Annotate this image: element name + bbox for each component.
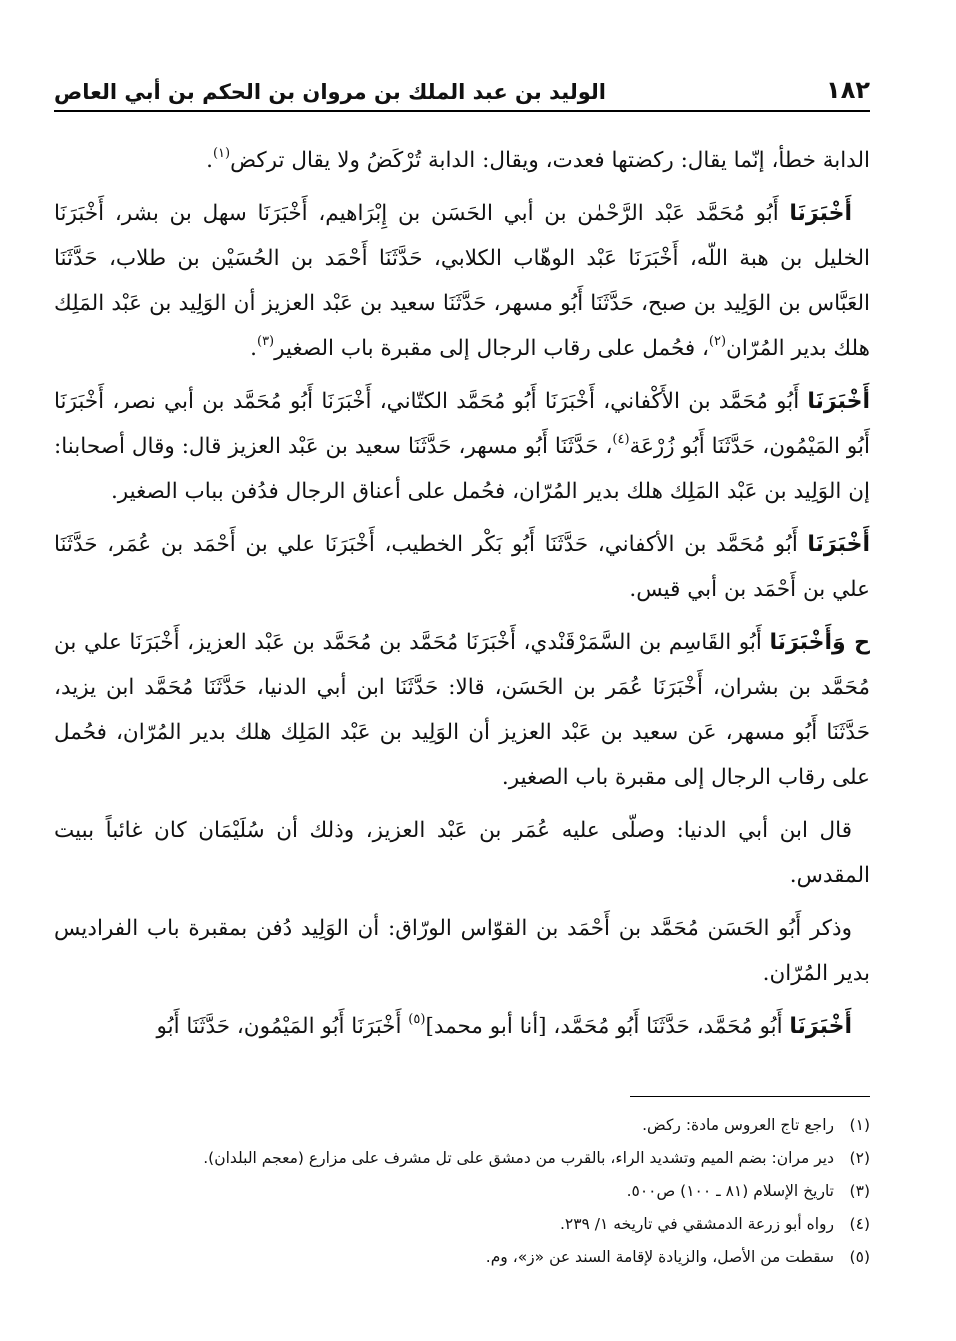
paragraph-3: أَخْبَرَنَا أَبُو مُحَمَّد بن الأَكْفاني، أَخْبَرَنَا أَبُو مُحَمَّد الكتّاني، أَخْبَرَنَا أَبُو مُحَمَّد بن أبي نصر، أَخْبَرَنَا أَبُو المَيْمُون، حَدَّثَنَا أَبُو زُرْعَة$^{(٤)}$، حَدَّثَنَا أَبُو مسهر، حَدَّثَنَا سعيد بن عَبْد العزيز قال: وقال أصحابنا: إن الوَلِيد بن عَبْد المَلِك هلك بدير المُرّان، فحُمل على أعناق الرجال فدُفن بباب الصغير. xyxy=(54,389,870,504)
book-page xyxy=(54,66,870,1296)
footnote-5: (٥) سقطت من الأصل، والزيادة لإقامة السند عن «ز»، وم. xyxy=(485,1248,870,1266)
footnotes xyxy=(54,1096,870,1274)
running-title: الوليد بن عبد الملك بن مروان بن الحكم بن أبي العاص xyxy=(54,80,606,104)
page-header xyxy=(54,66,870,112)
isnad-lead: أَخْبَرَنَا xyxy=(789,1014,852,1039)
footnote-ref: (٥) xyxy=(408,1012,426,1027)
footnote-ref: (٣) xyxy=(256,334,275,349)
paragraph-5: ح وَأَخْبَرَنَا أَبُو القَاسِم بن السَّمَرْقَنْدي، أَخْبَرَنَا مُحَمَّد بن مُحَمَّد بن عَبْد العزيز، أَخْبَرَنَا علي بن مُحَمَّد بن بشران، أَخْبَرَنَا عُمَر بن الحَسَن، قالا: حَدَّثَنَا ابن أبي الدنيا، حَدَّثَنَا مُحَمَّد ابن يزيد، حَدَّثَنَا أَبُو مسهر، عَن سعيد بن عَبْد العزيز أن الوَلِيد بن عَبْد المَلِك هلك بدير المُرّان، فحُمل على رقاب الرجال إلى مقبرة باب الصغير. xyxy=(54,630,871,790)
isnad-lead: ح وَأَخْبَرَنَا xyxy=(769,630,871,655)
isnad-lead: أَخْبَرَنَا xyxy=(807,532,870,557)
paragraph-6: قال ابن أبي الدنيا: وصلّى عليه عُمَر بن عَبْد العزيز، وذلك أن سُلَيْمَان كان غائباً ببيت المقدس. xyxy=(54,818,870,888)
page-number: ١٨٢ xyxy=(826,76,870,104)
paragraph-1: الدابة خطأ، إنّما يقال: ركضتها فعدت، ويقال: الدابة تُرْكَضُ ولا يقال تركض$^{(١)}$. xyxy=(206,146,870,173)
footnote-4: (٤) رواه أبو زرعة الدمشقي في تاريخه ١/ ٢٣٩. xyxy=(559,1215,870,1233)
footnote-ref: (٤) xyxy=(612,432,630,447)
footnote-ref: (١) xyxy=(212,146,231,161)
paragraph-4: أَخْبَرَنَا أَبُو مُحَمَّد بن الأكفاني، حَدَّثَنَا أَبُو بَكْر الخطيب، أَخْبَرَنَا علي بن أَحْمَد بن عُمَر، حَدَّثَنَا علي بن أَحْمَد بن أبي قيس. xyxy=(54,532,870,602)
isnad-lead: أَخْبَرَنَا xyxy=(789,201,852,226)
footnote-1: (١) راجع تاج العروس مادة: ركض. xyxy=(642,1116,870,1134)
paragraph-8: أَخْبَرَنَا أَبُو مُحَمَّد، حَدَّثَنَا أَبُو مُحَمَّد، [أنا أبو محمد]$^{(٥)}$ أَخْبَرَنَا أَبُو المَيْمُون، حَدَّثَنَا أَبُو xyxy=(156,1012,852,1039)
footnote-ref: (٢) xyxy=(708,334,727,349)
footnote-3: (٣) تاريخ الإسلام (٨١ ـ ١٠٠) ص٥٠٠. xyxy=(626,1182,870,1200)
isnad-lead: أَخْبَرَنَا xyxy=(807,389,870,414)
paragraph-7: وذكر أَبُو الحَسَن مُحَمَّد بن أَحْمَد بن القوّاس الورّاق: أن الوَلِيد دُفن بمقبرة باب الفراديس بدير المُرّان. xyxy=(54,916,870,986)
footnote-divider xyxy=(630,1096,870,1097)
footnote-2: (٢) دير مران: بضم الميم وتشديد الراء، بالقرب من دمشق على تل مشرف على مزارع (معجم البلدان). xyxy=(203,1149,870,1167)
main-text xyxy=(54,138,870,1049)
paragraph-2: أَخْبَرَنَا أَبُو مُحَمَّد عَبْد الرَّحْمٰن بن أبي الحَسَن بن إِبْرَاهيم، أَخْبَرَنَا سهل بن بشر، أَخْبَرَنَا الخليل بن هبة اللّه، أَخْبَرَنَا عَبْد الوهّاب الكلابي، حَدَّثَنَا أَحْمَد بن الحُسَيْن بن طلاب، حَدَّثَنَا العَبَّاس بن الوَلِيد بن صبح، حَدَّثَنَا أَبُو مسهر، حَدَّثَنَا سعيد بن عَبْد العزيز أن الوَلِيد بن عَبْد المَلِك هلك بدير المُرّان$^{(٢)}$، فحُمل على رقاب الرجال إلى مقبرة باب الصغير$^{(٣)}$. xyxy=(54,201,870,361)
